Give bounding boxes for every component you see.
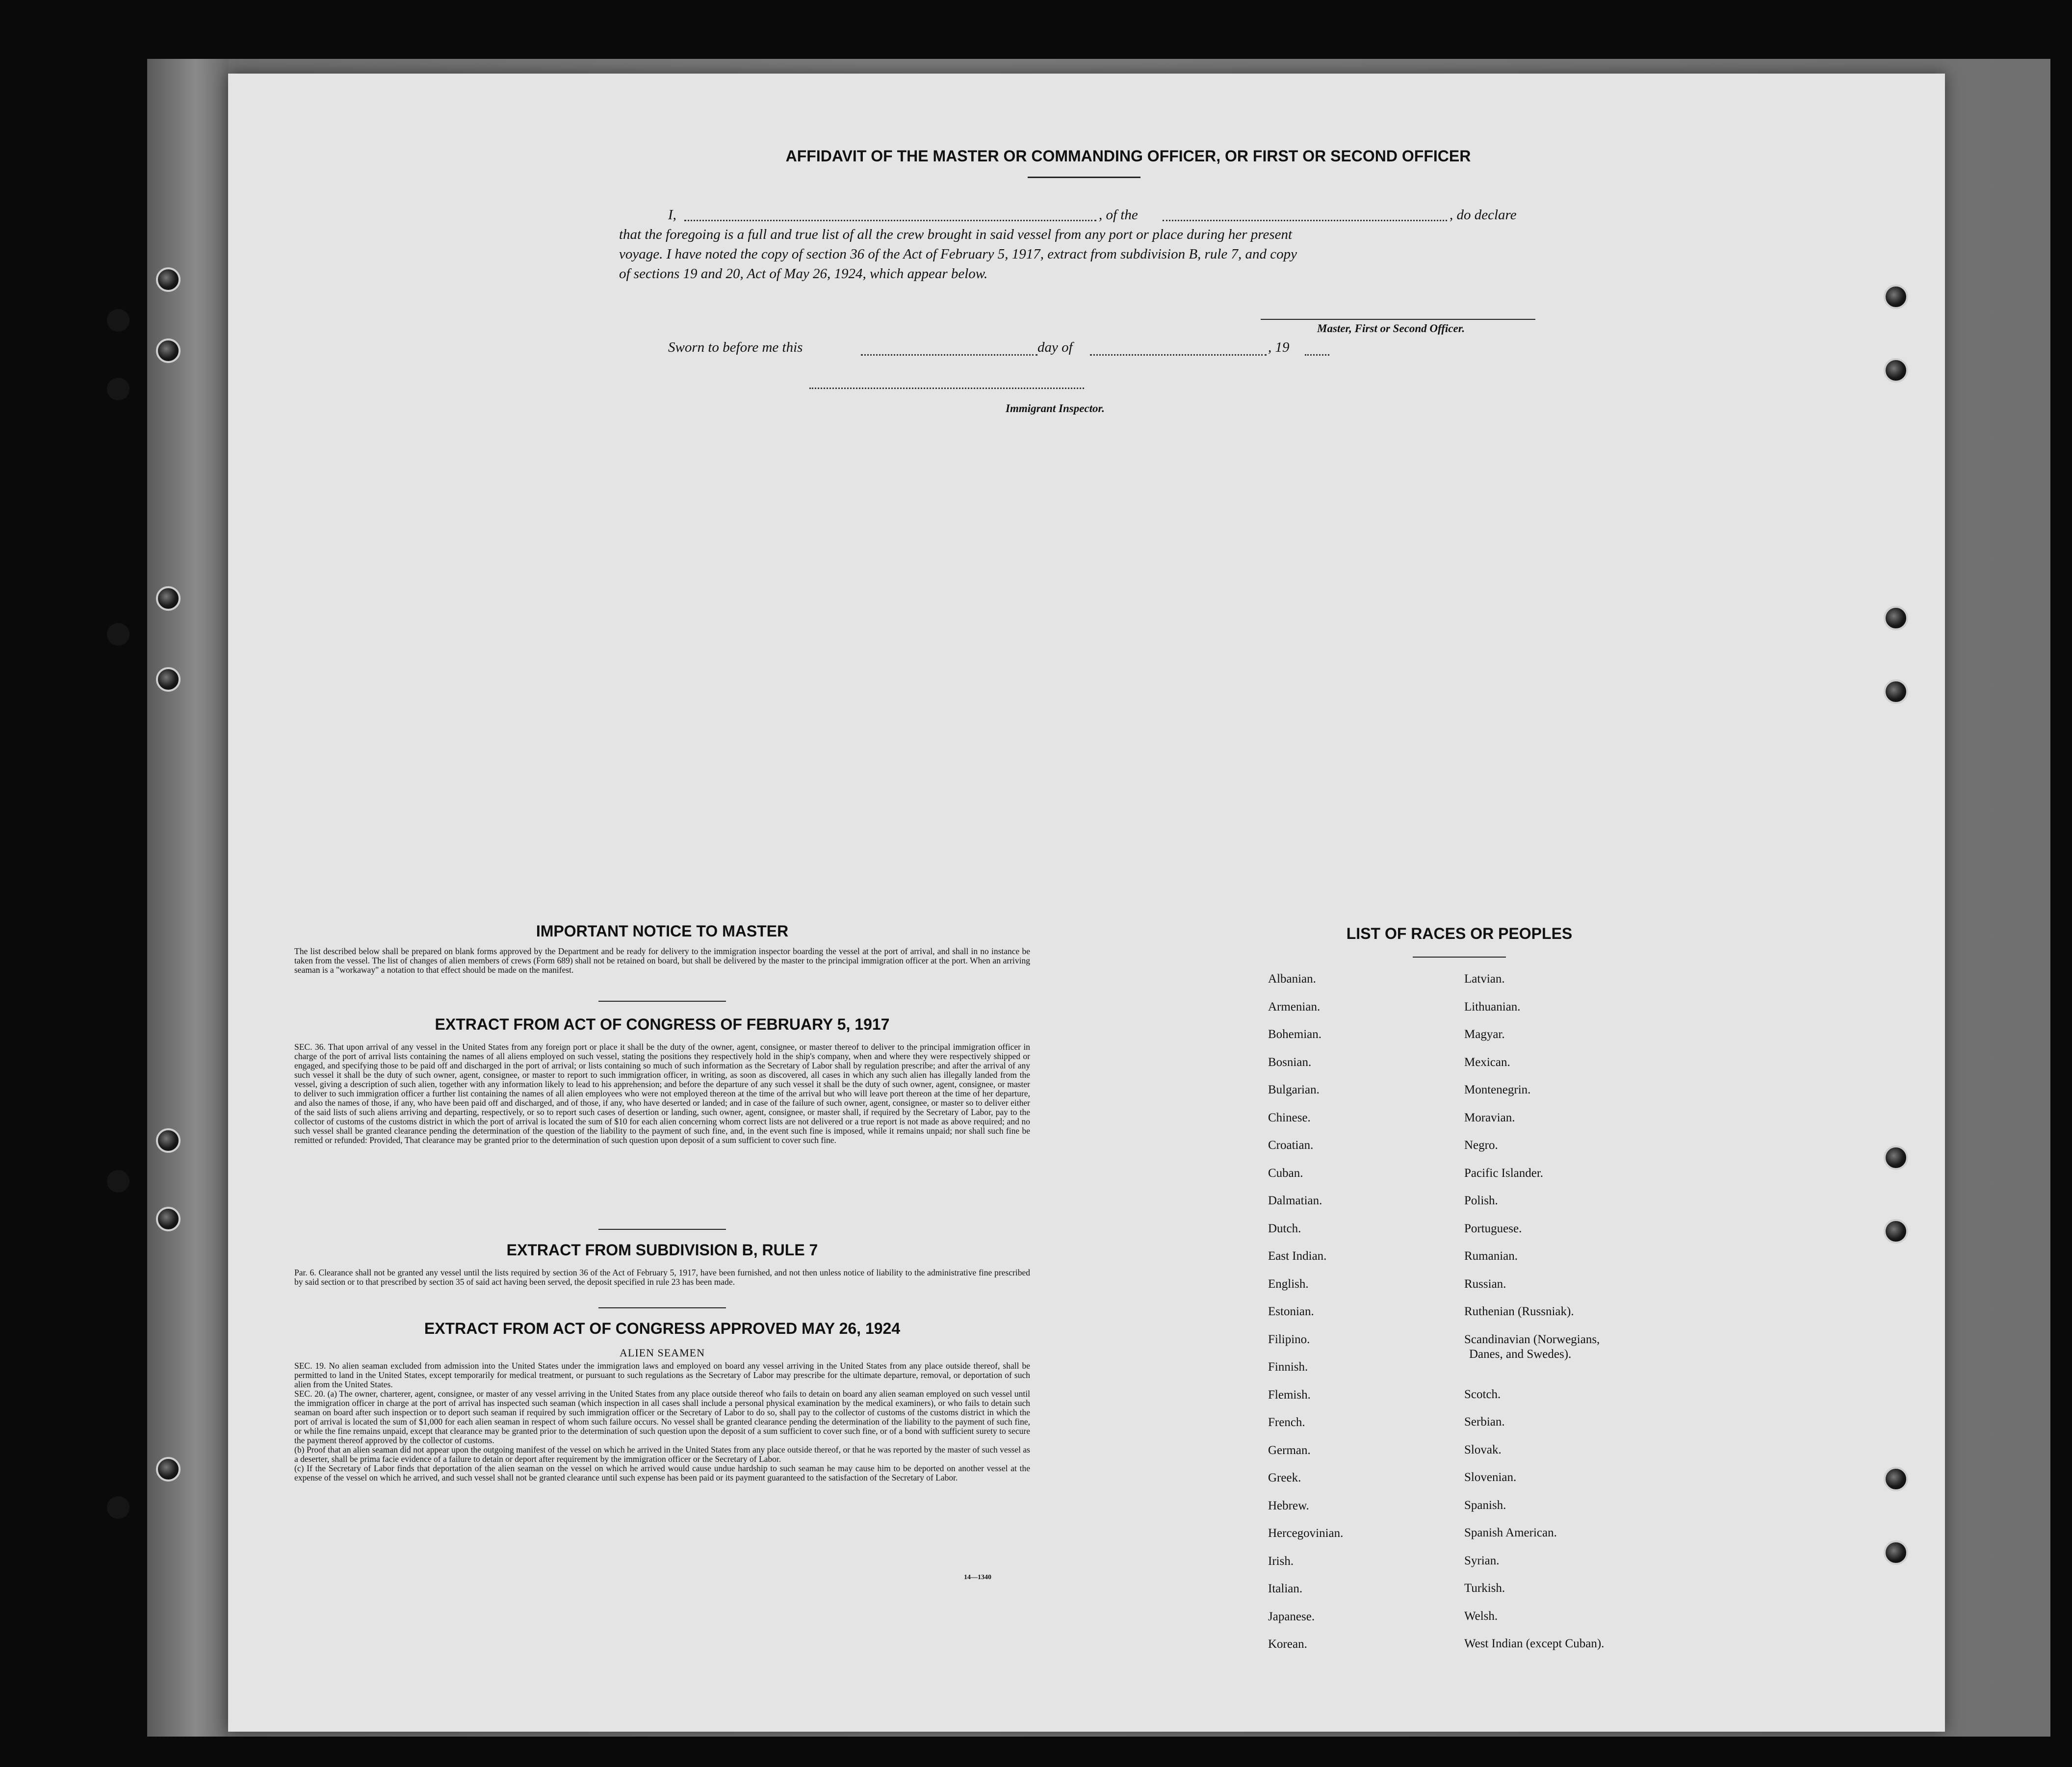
affidavit-line-declare: , do declare [1450,207,1517,223]
affidavit-title-rule [1028,177,1140,178]
sworn-month-field[interactable] [1090,354,1267,356]
binder-hole-icon [1884,679,1908,704]
race-item: Albanian. [1268,972,1316,986]
binder-hole-icon [1884,1145,1908,1170]
binder-hole-icon [156,338,181,363]
document-page [228,74,1945,1732]
race-item: Slovenian. [1464,1471,1517,1484]
affidavit-line-3: voyage. I have noted the copy of section 36 of the Act of February 5, 1917, extract from subdivision B, rule 7, and copy [619,246,1297,262]
race-item: Magyar. [1464,1028,1505,1041]
extract3-subtitle: ALIEN SEAMEN [620,1347,705,1359]
binder-hole-icon [107,1496,130,1519]
binder-hole-icon [156,267,181,292]
race-item: Turkish. [1464,1582,1505,1595]
race-item: Cuban. [1268,1166,1303,1180]
binder-hole-icon [156,1457,181,1481]
extract1-body: SEC. 36. That upon arrival of any vessel in the United States from any foreign port or place it shall be the duty of the owner, agent, consignee, or master thereof to deliver to the principal immigration officer in charge of the port of arrival lists containing the names of all aliens employed on such vessel, stating the positions they respectively hold in the ship's company, when and where they were respectively shipped or engaged, and specifying those to be paid off and discharged in the port of arrival; or lists containing so much of such information as the Secretary of Labor shall by regulation prescribe; and after the arrival of any such vessel it shall be the duty of such owner, agent, consignee, or master to report to such immigration officer, in writing, as soon as discovered, all cases in which any such alien has illegally landed from the vessel, giving a description of such alien, together with any information likely to lead to his apprehension; and before the departure of any such vessel it shall be the duty of such owner, agent, consignee, or master to deliver to such immigration officer a further list containing the names of all alien employees who were not employed thereon at the time of the arrival but who will leave port thereon at the time of her departure, and also the names of those, if any, who have been paid off and discharged, and of those, if any, who have deserted or landed; and in case of the failure of such owner, agent, consignee, or master so to deliver either of the said lists of such aliens arriving and departing, respectively, or so to report such cases of desertion or landing, such owner, agent, consignee, or master shall, if required by the Secretary of Labor, pay to the collector of customs of the customs district in which the port of arrival is located the sum of $10 for each alien concerning whom correct lists are not delivered or a true report is not made as above required; and no such vessel shall be granted clearance pending the determination of the question of the liability to the payment of such fine, and, in the event such fine is imposed, while it remains unpaid; nor shall such fine be remitted or refunded: Provided, That clearance may be granted prior to the determination of such question upon deposit of a sum sufficient to cover such fine. [294,1042,1030,1145]
race-item: Dalmatian. [1268,1194,1322,1207]
races-title: LIST OF RACES OR PEOPLES [1346,925,1573,942]
affidavit-line-2: that the foregoing is a full and true list of all the crew brought in said vessel from any port or place during her present [619,227,1293,242]
binder-hole-icon [156,667,181,692]
race-item: Lithuanian. [1464,1000,1521,1013]
race-item: Hebrew. [1268,1499,1309,1512]
sec20a-text: SEC. 20. (a) The owner, charterer, agent, consignee, or master of any vessel arriving in the United States from any place outside thereof who fails to detain on board any alien seaman employed on such vessel until the immigration officer in charge at the port of arrival has inspected such seaman (which inspection in all cases shall include a personal physical examination by the medical examiners), or who fails to detain such seaman on board after such inspection or to deport such seaman if required by such immigration officer or the Secretary of Labor to do so, shall pay to the collector of customs of the customs district in which the port of arrival is located the sum of $1,000 for each alien seaman in respect of whom such failure occurs. No vessel shall be granted clearance pending the determination of the liability to the payment of such fine, or while the fine remains unpaid, except that clearance may be granted prior to the determination of such question upon the deposit of a sum sufficient to cover such fine, or of a bond with sufficient surety to secure the payment thereof approved by the collector of customs. [294,1389,1030,1445]
binder-strip [147,59,228,1737]
race-item: West Indian (except Cuban). [1464,1637,1605,1650]
race-item: Syrian. [1464,1554,1500,1567]
sworn-day-field[interactable] [861,354,1037,356]
sec19-body [294,1361,1030,1482]
race-item: Ruthenian (Russniak). [1464,1305,1574,1318]
binder-hole-icon [1884,285,1908,309]
race-item: Rumanian. [1464,1249,1518,1263]
race-item: Latvian. [1464,972,1505,986]
race-item: Slovak. [1464,1443,1502,1456]
notice-title: IMPORTANT NOTICE TO MASTER [536,922,789,940]
binder-hole-icon [107,1170,130,1193]
extract2-body: Par. 6. Clearance shall not be granted any vessel until the lists required by section 36 of the Act of February 5, 1917, have been furnished, and not then unless notice of liability to the administrative fine prescribed by said section or to that prescribed by section 35 of said act having been served, the deposit specified in rule 23 has been made. [294,1268,1030,1287]
sworn-label: Sworn to before me this [668,339,803,355]
binder-hole-icon [107,378,130,400]
binder-hole-icon [1884,1540,1908,1565]
race-item: Russian. [1464,1277,1506,1291]
race-item: Bulgarian. [1268,1083,1320,1096]
race-item: French. [1268,1416,1305,1429]
race-item: Spanish. [1464,1498,1506,1512]
race-item: Bohemian. [1268,1028,1322,1041]
races-title-rule [1413,957,1506,958]
race-item: Korean. [1268,1637,1307,1651]
race-item: Croatian. [1268,1139,1314,1152]
affidavit-line-i: I, [668,207,676,223]
race-item: Pacific Islander. [1464,1166,1544,1180]
binder-hole-icon [1884,1467,1908,1491]
sec20b-text: (b) Proof that an alien seaman did not appear upon the outgoing manifest of the vessel on which he arrived in the United States from any place outside thereof, or that he was reported by the master of such vessel as a deserter, shall be prima facie evidence of a failure to detain or deport after requirement by the immigration officer or the Secretary of Labor. [294,1445,1030,1464]
race-item: Estonian. [1268,1305,1314,1318]
race-item: Negro. [1464,1139,1498,1152]
race-item: Scandinavian (Norwegians, [1464,1332,1600,1346]
race-item: Portuguese. [1464,1221,1522,1235]
binder-hole-icon [107,623,130,646]
race-item: Flemish. [1268,1388,1311,1402]
race-item: Polish. [1464,1194,1498,1207]
race-item: Bosnian. [1268,1055,1312,1069]
race-item: Danes, and Swedes). [1469,1347,1572,1361]
race-item: Serbian. [1464,1415,1505,1429]
race-item: Japanese. [1268,1610,1315,1623]
race-item: German. [1268,1443,1311,1457]
race-item: Greek. [1268,1471,1301,1484]
race-item: Italian. [1268,1582,1303,1595]
sec19-text: SEC. 19. No alien seaman excluded from admission into the United States under the immigration laws and employed on board any vessel arriving in the United States from any place outside thereof, shall be permitted to land in the United States, except temporarily for medical treatment, or pursuant to such regulations as the Secretary of Labor may prescribe for the ultimate departure, removal, or deportation of such alien from the United States. [294,1361,1030,1389]
year-label: , 19 [1268,339,1290,355]
inspector-signature-line[interactable] [809,388,1084,389]
notice-body: The list described below shall be prepared on blank forms approved by the Department and be ready for delivery to the immigration inspector boarding the vessel at the port of arrival, and shall in no instance be taken from the vessel. The list of changes of alien members of crews (Form 689) shall not be retained on board, but shall be delivered by the master to the principal immigration officer at the port. When an arriving seaman is a "workaway" a notation to that effect should be made on the manifest. [294,946,1030,975]
extract2-title: EXTRACT FROM SUBDIVISION B, RULE 7 [506,1241,818,1259]
race-item: Moravian. [1464,1111,1515,1124]
affidavit-name-field[interactable] [684,220,1096,221]
binder-hole-icon [1884,358,1908,383]
extract1-title: EXTRACT FROM ACT OF CONGRESS OF FEBRUARY 5, 1917 [435,1015,890,1033]
affidavit-title: AFFIDAVIT OF THE MASTER OR COMMANDING OFFICER, OR FIRST OR SECOND OFFICER [785,147,1471,165]
race-item: Armenian. [1268,1000,1321,1013]
race-item: Welsh. [1464,1609,1498,1623]
binder-hole-icon [156,1128,181,1153]
binder-hole-icon [1884,1219,1908,1244]
affidavit-line-4: of sections 19 and 20, Act of May 26, 1924, which appear below. [619,266,988,282]
extract1-rule [598,1229,726,1230]
race-item: Mexican. [1464,1055,1510,1069]
sec20c-text: (c) If the Secretary of Labor finds that deportation of the alien seaman on the vessel on which he arrived would cause undue hardship to such seaman he may cause him to be deported on another vessel at the expense of the vessel on which he arrived, and such vessel shall not be granted clearance until such expense has been paid or its payment guaranteed to the satisfaction of the Secretary of Labor. [294,1463,1030,1482]
sworn-year-field[interactable] [1305,354,1329,356]
affidavit-vessel-field[interactable] [1163,220,1447,221]
binder-hole-icon [156,586,181,611]
affidavit-line-of: , of the [1099,207,1138,223]
extract3-title: EXTRACT FROM ACT OF CONGRESS APPROVED MAY 26, 1924 [424,1320,901,1337]
race-item: Scotch. [1464,1387,1501,1401]
form-number: 14—1340 [964,1574,991,1581]
race-item: Irish. [1268,1554,1294,1568]
extract2-rule [598,1307,726,1308]
race-item: Chinese. [1268,1111,1311,1124]
race-item: East Indian. [1268,1249,1327,1263]
binder-hole-icon [156,1207,181,1231]
day-of-label: day of [1037,339,1073,355]
race-item: Filipino. [1268,1332,1310,1346]
inspector-signature-label: Immigrant Inspector. [1006,402,1105,415]
binder-hole-icon [107,309,130,332]
race-item: Hercegovinian. [1268,1527,1344,1540]
master-signature-line[interactable] [1261,319,1535,320]
binder-hole-icon [1884,606,1908,630]
race-item: Dutch. [1268,1221,1301,1235]
race-item: Finnish. [1268,1360,1308,1374]
notice-rule [598,1001,726,1002]
race-item: English. [1268,1277,1309,1291]
race-item: Spanish American. [1464,1526,1557,1539]
master-signature-label: Master, First or Second Officer. [1317,322,1465,335]
race-item: Montenegrin. [1464,1083,1531,1096]
